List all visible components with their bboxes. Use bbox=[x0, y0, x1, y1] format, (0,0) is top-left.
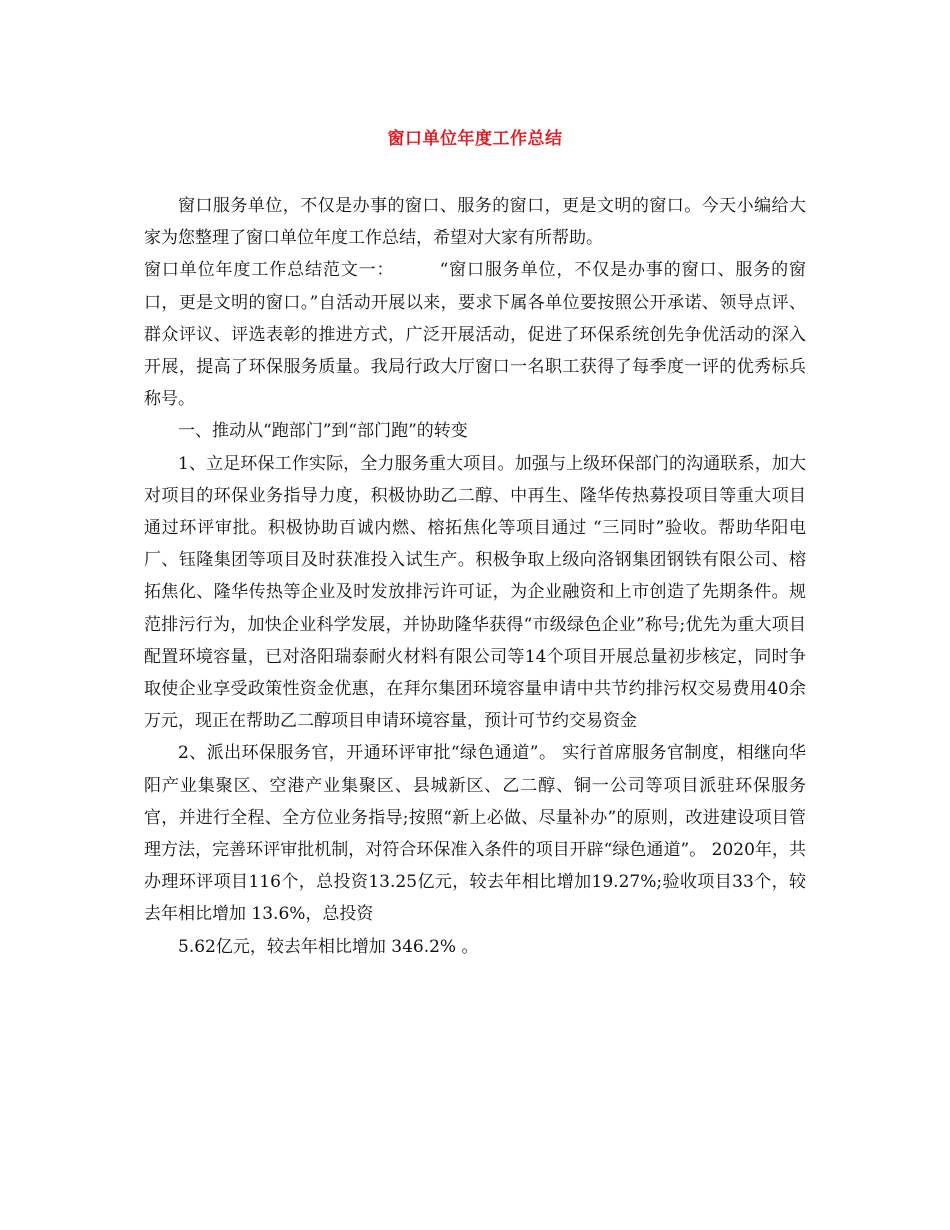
document-title: 窗口单位年度工作总结 bbox=[387, 129, 563, 149]
section-heading-one: 一、推动从“跑部门”到“部门跑”的转变 bbox=[178, 421, 468, 442]
document-body bbox=[144, 190, 806, 963]
paragraph-sample-one: 窗口单位年度工作总结范文一： “窗口服务单位，不仅是办事的窗口、服务的窗口，更是文明的窗口。”自活动开展以来，要求下属各单位要按照公开承诺、领导点评、群众评议、评选表彰的推进方式，广泛开展活动，促进了环保系统创先争优活动的深入开展，提高了环保服务质量。我局行政大厅窗口一名职工获得了每季度一评的优秀标兵称号。 bbox=[144, 260, 806, 410]
paragraph-item-one: 1、立足环保工作实际，全力服务重大项目。加强与上级环保部门的沟通联系，加大对项目的环保业务指导力度，积极协助乙二醇、中再生、隆华传热募投项目等重大项目通过环评审批。积极协助百诚内燃、榕拓焦化等项目通过 “三同时”验收。帮助华阳电厂、钰隆集团等项目及时获准投入试生产。积极争取上级向洛钢集团钢铁有限公司、榕拓焦化、隆华传热等企业及时发放排污许可证，为企业融资和上市创造了先期条件。规范排污行为，加快企业科学发展，并协助隆华获得“市级绿色企业”称号;优先为重大项目配置环境容量，已对洛阳瑞泰耐火材料有限公司等14个项目开展总量初步核定，同时争取使企业享受政策性资金优惠，在拜尔集团环境容量申请中共节约排污权交易费用40余万元，现正在帮助乙二醇项目申请环境容量，预计可节约交易资金 bbox=[144, 453, 806, 732]
paragraph-item-two: 2、派出环保服务官，开通环评审批“绿色通道”。 实行首席服务官制度，相继向华阳产业集聚区、空港产业集聚区、县城新区、乙二醇、铜一公司等项目派驻环保服务官，并进行全程、全方位业务指导;按照“新上必做、尽量补办”的原则，改进建设项目管理方法，完善环评审批机制，对符合环保准入条件的项目开辟“绿色通道”。 2020年，共办理环评项目116个，总投资13.25亿元，较去年相比增加19.27%;验收项目33个，较去年相比增加 13.6%，总投资 bbox=[144, 743, 806, 925]
paragraph-item-two-continued: 5.62亿元，较去年相比增加 346.2% 。 bbox=[178, 936, 479, 957]
paragraph-intro: 窗口服务单位，不仅是办事的窗口、服务的窗口，更是文明的窗口。今天小编给大家为您整理了窗口单位年度工作总结，希望对大家有所帮助。 bbox=[144, 196, 806, 249]
